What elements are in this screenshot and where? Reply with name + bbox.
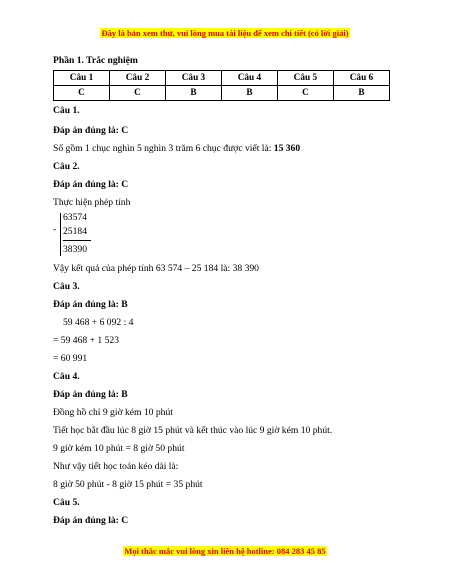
question-3-answer: Đáp án đúng là: B [53,299,128,310]
section-title: Phần 1. Trắc nghiệm [53,55,138,66]
question-4-line-3: 9 giờ kém 10 phút = 8 giờ 50 phút [53,443,185,454]
question-4-line-4: Như vậy tiết học toán kéo dài là: [53,461,179,472]
table-answer-cell: B [333,86,389,101]
subtrahend: 25184 [63,226,87,237]
answer-table [53,70,390,101]
question-3-step-1: 59 468 + 6 092 : 4 [63,317,134,328]
minus-sign: - [53,224,57,235]
question-4-line-2: Tiết học bắt đầu lúc 8 giờ 15 phút và kết thúc vào lúc 9 giờ kém 10 phút. [53,425,333,436]
answer-table-header-row [54,71,390,86]
question-1-title: Câu 1. [53,105,80,116]
question-4-line-5: 8 giờ 50 phút - 8 giờ 15 phút = 35 phút [53,479,203,490]
question-2-answer: Đáp án đúng là: C [53,179,129,190]
question-4-answer: Đáp án đúng là: B [53,389,128,400]
question-1-result: 15 360 [273,143,301,154]
table-header-cell: Câu 3 [165,71,221,86]
table-header-cell: Câu 6 [333,71,389,86]
question-2-conclusion: Vậy kết quả của phép tính 63 574 – 25 184 là: 38 390 [53,263,259,274]
table-answer-cell: B [221,86,277,101]
hotline-banner: Mọi thắc mắc vui lòng xin liên hệ hotline: 084 283 45 85 [124,546,326,556]
question-2-intro: Thực hiện phép tính [53,197,131,208]
calc-vertical-line [60,213,61,256]
question-1-text [53,143,300,154]
question-1-statement: Số gồm 1 chục nghìn 5 nghìn 3 trăm 6 chục được viết là: [53,143,274,154]
calc-result-line [63,240,91,241]
question-3-title: Câu 3. [53,281,80,292]
preview-banner: Đây là bản xem thử, vui lòng mua tài liệu để xem chi tiết (có lời giải) [101,28,349,38]
table-answer-cell: C [277,86,333,101]
question-5-title: Câu 5. [53,497,80,508]
question-2-title: Câu 2. [53,161,80,172]
question-1-answer: Đáp án đúng là: C [53,125,129,136]
difference: 38390 [63,244,87,255]
question-3-step-3: = 60 991 [53,353,88,364]
table-answer-cell: C [54,86,110,101]
table-header-cell: Câu 5 [277,71,333,86]
answer-table-value-row [54,86,390,101]
question-4-line-1: Đồng hồ chỉ 9 giờ kém 10 phút [53,407,173,418]
table-answer-cell: C [109,86,165,101]
table-header-cell: Câu 1 [54,71,110,86]
table-header-cell: Câu 4 [221,71,277,86]
table-answer-cell: B [165,86,221,101]
question-5-answer: Đáp án đúng là: C [53,515,129,526]
table-header-cell: Câu 2 [109,71,165,86]
question-3-step-2: = 59 468 + 1 523 [53,335,119,346]
minuend: 63574 [63,212,87,223]
question-4-title: Câu 4. [53,371,80,382]
